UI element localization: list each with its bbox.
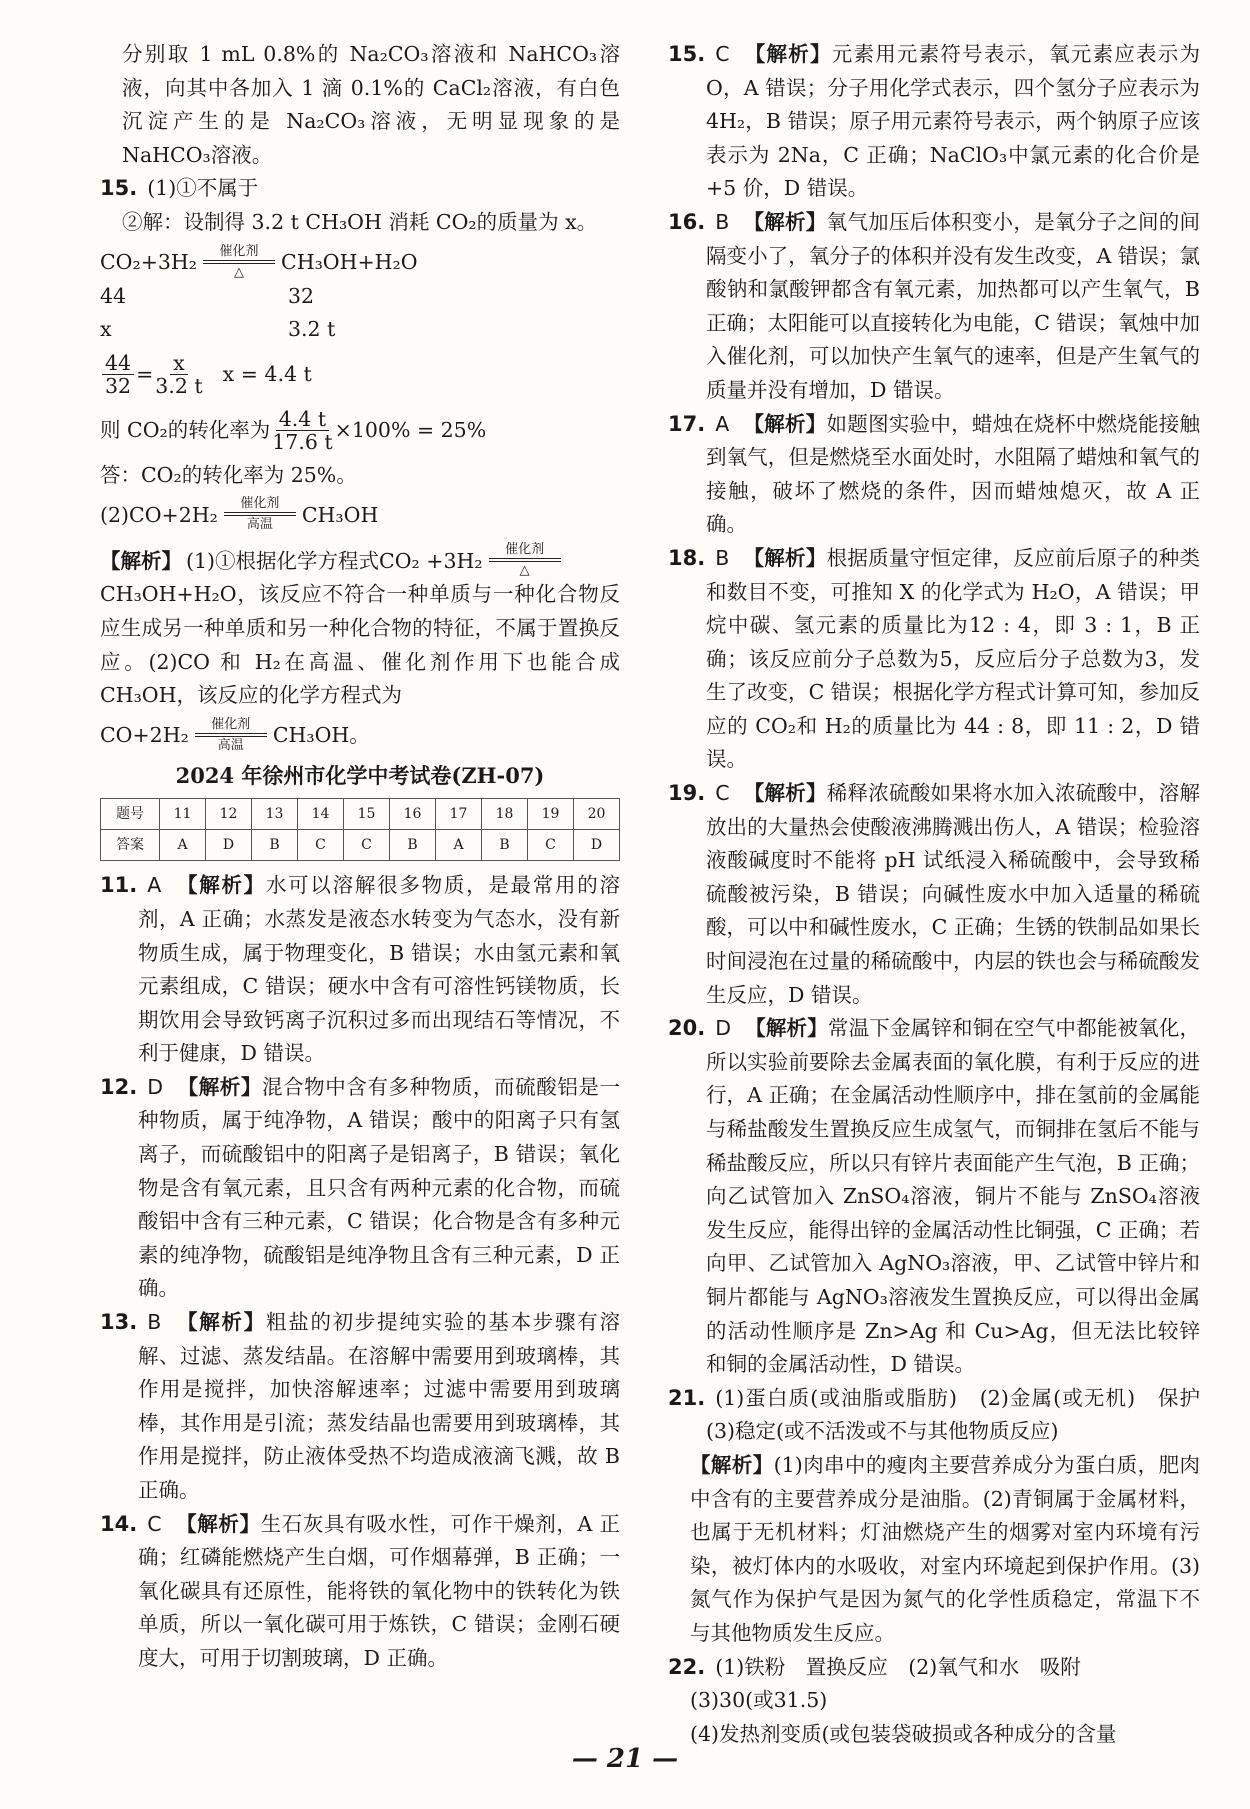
answer-item-19 xyxy=(668,777,1200,1012)
analysis-tag: 【解析】 xyxy=(743,781,827,806)
item-text: 生石灰具有吸水性，可作干燥剂，A 正确；红磷能燃烧产生白烟，可作烟幕弹，B 正确；一氧化碳具有还原性，能将铁的氧化物中的铁转化为铁单质，所以一氧化碳可用于炼铁，C 错误；金刚石硬度大，可用于切割玻璃，D 正确。 xyxy=(138,1511,621,1670)
analysis-tag: 【解析】 xyxy=(175,873,266,898)
item-text: (1)蛋白质(或油脂或脂肪) (2)金属(或无机) 保护 (3)稳定(或不活泼或不与其他物质反应) xyxy=(706,1385,1221,1444)
analysis-tag: 【解析】 xyxy=(743,411,827,436)
fraction-numerator: x xyxy=(170,352,188,375)
answer-item-11 xyxy=(100,869,620,1071)
table-cell: B xyxy=(252,830,298,861)
fraction-numerator: 4.4 t xyxy=(276,408,329,431)
fraction-numerator: 44 xyxy=(102,352,134,375)
item-text: 稀释浓硫酸如果将水加入浓硫酸中，溶解放出的大量热会使酸液沸腾溅出伤人，A 错误；检验溶液酸碱度时不能将 pH 试纸浸入稀硫酸中，会导致稀硫酸被污染，B 错误；向碱性废水中加入适量的稀硫酸，可以中和碱性废水，C 正确；生锈的铁制品如果长时间浸泡在过量的稀硫酸中，内层的铁也会与稀硫酸发生反应，D 错误。 xyxy=(706,781,1201,1007)
q15-line2: ②解：设制得 3.2 t CH₃OH 消耗 CO₂的质量为 x。 xyxy=(122,209,598,234)
q22-line3: (4)发热剂变质(或包装袋破损或各种成分的含量 xyxy=(690,1721,1117,1746)
eq-double-bar xyxy=(489,558,561,562)
item-number: 12. xyxy=(100,1074,138,1099)
table-cell: D xyxy=(206,830,252,861)
fraction-denominator: 32 xyxy=(105,374,132,399)
fraction-x-3.2 xyxy=(155,352,202,397)
rate-fraction xyxy=(272,408,332,453)
q15-answer: 答：CO₂的转化率为 25%。 xyxy=(100,462,357,487)
fraction-44-32 xyxy=(102,352,134,397)
eq-condition xyxy=(203,244,275,280)
eq-condition-top: 催化剂 xyxy=(240,496,280,512)
table-header-answer: 答案 xyxy=(101,830,160,861)
item-answer: C xyxy=(715,42,730,66)
item-answer: C xyxy=(715,781,730,806)
item-text: 元素用元素符号表示，氧元素应表示为 O，A 错误；分子用化学式表示，四个氢分子应表示为 4H₂，B 错误；原子用元素符号表示，两个钠原子应该表示为 2Na，C 正确；NaClO₃中氯元素的化合价是+5 价，D 错误。 xyxy=(706,42,1201,201)
left-column xyxy=(100,38,620,1676)
equals-sign: = xyxy=(136,361,154,386)
eq-condition-bottom: 高温 xyxy=(217,737,244,753)
eq-reactants: CO+2H₂ xyxy=(100,723,189,748)
table-row-answers xyxy=(101,830,620,861)
item-answer: B xyxy=(715,545,730,570)
item-text: 氧气加压后体积变小，是氧分子之间的间隔变小了，氧分子的体积并没有发生改变，A 错误；氯酸钠和氯酸钾都含有氧元素，加热都可以产生氧气，B 正确；太阳能可以直接转化为电能，C 错误；氧烛中加入催化剂，可以加快产生氧气的速率，但是产生氧气的质量并没有增加，D 错误。 xyxy=(706,209,1201,402)
answer-item-22 xyxy=(668,1651,1200,1685)
analysis-text-a: (1)①根据化学方程式CO₂ +3H₂ xyxy=(186,548,483,573)
table-cell: B xyxy=(390,830,436,861)
item-number: 17. xyxy=(668,411,706,436)
rate-suffix: ×100% = 25% xyxy=(334,417,487,442)
proportion-line xyxy=(100,347,620,403)
analysis-tag: 【解析】 xyxy=(690,1452,774,1477)
table-cell: 19 xyxy=(528,799,574,830)
q21-analysis xyxy=(668,1449,1200,1651)
table-cell: 17 xyxy=(436,799,482,830)
item-answer: D xyxy=(715,1016,731,1041)
answer-item-14 xyxy=(100,1508,620,1676)
answer-item-12 xyxy=(100,1071,620,1306)
table-cell: A xyxy=(160,830,206,861)
answer-table xyxy=(100,798,620,861)
mass-row-1 xyxy=(100,280,620,314)
table-header-number: 题号 xyxy=(101,799,160,830)
analysis-tag: 【解析】 xyxy=(743,42,832,66)
table-cell: C xyxy=(528,830,574,861)
item-number: 15. xyxy=(668,42,706,66)
table-cell: 20 xyxy=(574,799,620,830)
table-cell: 14 xyxy=(298,799,344,830)
eq-double-bar xyxy=(195,733,267,737)
analysis-tag: 【解析】 xyxy=(743,545,827,570)
q15-equation xyxy=(100,240,620,280)
item-text: 水可以溶解很多物质，是最常用的溶剂，A 正确；水蒸发是液态水转变为气态水，没有新物质生成，属于物理变化，B 错误；水由氢元素和氧元素组成，C 错误；硬水中含有可溶性钙镁物质，长期饮用会导致钙离子沉积过多而出现结石等情况，不利于健康，D 错误。 xyxy=(138,873,621,1066)
table-cell: C xyxy=(344,830,390,861)
mass-ch3oh: 32 xyxy=(288,283,315,308)
analysis-tag: 【解析】 xyxy=(745,1016,828,1041)
table-cell: 15 xyxy=(344,799,390,830)
analysis-tag: 【解析】 xyxy=(743,209,827,234)
item-text: 根据质量守恒定律，反应前后原子的种类和数目不变，可推知 X 的化学式为 H₂O，A 错误；甲烷中碳、氢元素的质量比为12 : 4，即 3 : 1，B 正确；该反应前分子总数为5，反应后分子总数为3，发生了改变，C 错误；根据化学方程式计算可知，参加反应的 CO₂和 H₂的质量比为 44 : 8，即 11 : 2，D 错误。 xyxy=(706,545,1201,772)
conversion-rate-line xyxy=(100,403,620,459)
eq-products: CH₃OH+H₂O xyxy=(281,249,418,274)
eq-condition-bottom: 高温 xyxy=(246,517,273,533)
table-cell: 18 xyxy=(482,799,528,830)
page-number: — 21 — xyxy=(571,1744,679,1774)
answer-item-20 xyxy=(668,1012,1200,1382)
eq-condition-top: 催化剂 xyxy=(219,243,259,259)
answer-item-17 xyxy=(668,408,1200,542)
q15-line1 xyxy=(100,172,620,206)
answer-item-16 xyxy=(668,206,1200,408)
eq-reactants: CO₂+3H₂ xyxy=(100,249,198,274)
item-answer: B xyxy=(147,1310,162,1335)
item-answer: A xyxy=(147,873,162,898)
item-text: 混合物中含有多种物质，而硫酸铝是一种物质，属于纯净物，A 错误；酸中的阳离子只有氢离子，而硫酸铝中的阳离子是铝离子，B 错误；氧化物是含有氧元素，且只含有两种元素的化合物，而硫酸铝中含有三种元素，C 错误；化合物是含有多种元素的纯净物，硫酸铝是纯净物且含有三种元素，D 正确。 xyxy=(138,1074,621,1301)
table-row-numbers xyxy=(101,799,620,830)
item-answer: C xyxy=(147,1511,162,1536)
item-number: 14. xyxy=(100,1511,138,1536)
item-text: 常温下金属锌和铜在空气中都能被氧化，所以实验前要除去金属表面的氧化膜，有利于反应的进行，A 正确；在金属活动性顺序中，排在氢前的金属能与稀盐酸发生置换反应生成氢气，而铜排在氢后不能与稀盐酸反应，所以只有锌片表面能产生气泡，B 正确；向乙试管加入 ZnSO₄溶液，铜片不能与 ZnSO₄溶液发生反应，能得出锌的金属活动性比铜强，C 正确；若向甲、乙试管加入 AgNO₃溶液，甲、乙试管中锌片和铜片都能与 AgNO₃溶液发生置换反应，可以得出金属的活动性顺序是 Zn>Ag 和 Cu>Ag，但无法比较锌和铜的金属活动性，D 错误。 xyxy=(706,1016,1201,1377)
eq-condition-bottom: △ xyxy=(234,264,245,280)
answer-item-15 xyxy=(668,38,1200,206)
fraction-denominator: 17.6 t xyxy=(272,430,333,455)
right-column xyxy=(668,38,1221,1751)
x-result: x = 4.4 t xyxy=(222,361,312,386)
item-number: 21. xyxy=(668,1385,706,1410)
eq-double-bar xyxy=(203,260,275,264)
eq-condition xyxy=(489,542,561,578)
q15-number: 15. xyxy=(100,176,138,201)
eq-products: CH₃OH。 xyxy=(272,723,370,748)
answer-item-18 xyxy=(668,542,1200,777)
item-number: 22. xyxy=(668,1654,706,1679)
table-cell: 11 xyxy=(160,799,206,830)
eq-condition xyxy=(224,496,296,532)
intro-text: 分别取 1 mL 0.8%的 Na₂CO₃溶液和 NaHCO₃溶液，向其中各加入 1 滴 0.1%的 CaCl₂溶液，有白色沉淀产生的是 Na₂CO₃溶液，无明显现象的是 NaHCO₃溶液。 xyxy=(122,42,620,167)
table-cell: D xyxy=(574,830,620,861)
fraction-denominator: 3.2 t xyxy=(155,374,203,399)
eq-products: CH₃OH xyxy=(301,502,379,527)
item-number: 20. xyxy=(668,1016,706,1041)
exam-title: 2024 年徐州市化学中考试卷(ZH-07) xyxy=(175,762,545,788)
mass-row-2 xyxy=(100,313,620,347)
table-cell: A xyxy=(436,830,482,861)
q15-part2-equation xyxy=(100,492,620,532)
table-cell: 13 xyxy=(252,799,298,830)
q22-line2: (3)30(或31.5) xyxy=(690,1688,828,1713)
eq-condition-top: 催化剂 xyxy=(211,716,251,732)
answer-item-21 xyxy=(668,1382,1221,1449)
item-text: 如题图实验中，蜡烛在烧杯中燃烧能接触到氧气，但是燃烧至水面处时，水阻隔了蜡烛和氧气的接触，破坏了燃烧的条件，因而蜡烛熄灭，故 A 正确。 xyxy=(706,411,1201,537)
eq-condition-bottom: △ xyxy=(519,563,530,579)
analysis-tag: 【解析】 xyxy=(177,1074,262,1099)
given-mass: 3.2 t xyxy=(288,317,336,342)
analysis-text: (1)肉串中的瘦肉主要营养成分为蛋白质，肥肉中含有的主要营养成分是油脂。(2)青铜属于金属材料，也属于无机材料；灯油燃烧产生的烟雾对室内环境有污染，被灯体内的水吸收，对室内环境起到保护作用。(3)氮气作为保护气是因为氮气的化学性质稳定，常温下不与其他物质发生反应。 xyxy=(690,1452,1201,1645)
analysis-tag: 【解析】 xyxy=(175,1511,261,1536)
q15-analysis-body: CH₃OH+H₂O，该反应不符合一种单质与一种化合物反应生成另一种单质和另一种化合物的特征，不属于置换反应。(2)CO 和 H₂在高温、催化剂作用下也能合成 CH₃OH，该反应的化学方程式为 xyxy=(100,582,620,708)
table-cell: B xyxy=(482,830,528,861)
table-cell: 16 xyxy=(390,799,436,830)
eq-condition-top: 催化剂 xyxy=(505,542,545,558)
unknown-x: x xyxy=(100,317,112,342)
item-number: 18. xyxy=(668,545,706,570)
item-number: 11. xyxy=(100,873,138,898)
mass-co2: 44 xyxy=(100,283,127,308)
item-number: 13. xyxy=(100,1310,138,1335)
answer-item-13 xyxy=(100,1306,620,1508)
item-number: 16. xyxy=(668,209,706,234)
item-text: (1)铁粉 置换反应 (2)氧气和水 吸附 xyxy=(715,1654,1081,1679)
eq-condition xyxy=(195,717,267,753)
q15-final-equation xyxy=(100,713,620,753)
item-number: 19. xyxy=(668,781,706,806)
rate-prefix: 则 CO₂的转化率为 xyxy=(100,417,271,442)
analysis-tag: 【解析】 xyxy=(175,1310,266,1335)
analysis-tag: 【解析】 xyxy=(100,548,182,573)
item-text: 粗盐的初步提纯实验的基本步骤有溶解、过滤、蒸发结晶。在溶解中需要用到玻璃棒，其作用是搅拌，加快溶解速率；过滤中需要用到玻璃棒，其作用是引流；蒸发结晶也需要用到玻璃棒，其作用是搅拌，防止液体受热不均造成液滴飞溅，故 B 正确。 xyxy=(138,1310,621,1502)
table-cell: C xyxy=(298,830,344,861)
eq-double-bar xyxy=(224,512,296,516)
item-answer: B xyxy=(715,209,730,234)
q15-part1: (1)①不属于 xyxy=(147,176,259,201)
table-cell: 12 xyxy=(206,799,252,830)
item-answer: D xyxy=(147,1074,163,1099)
eq-reactants: (2)CO+2H₂ xyxy=(100,502,218,527)
item-answer: A xyxy=(715,411,730,436)
q15-analysis-first-line xyxy=(100,538,620,578)
